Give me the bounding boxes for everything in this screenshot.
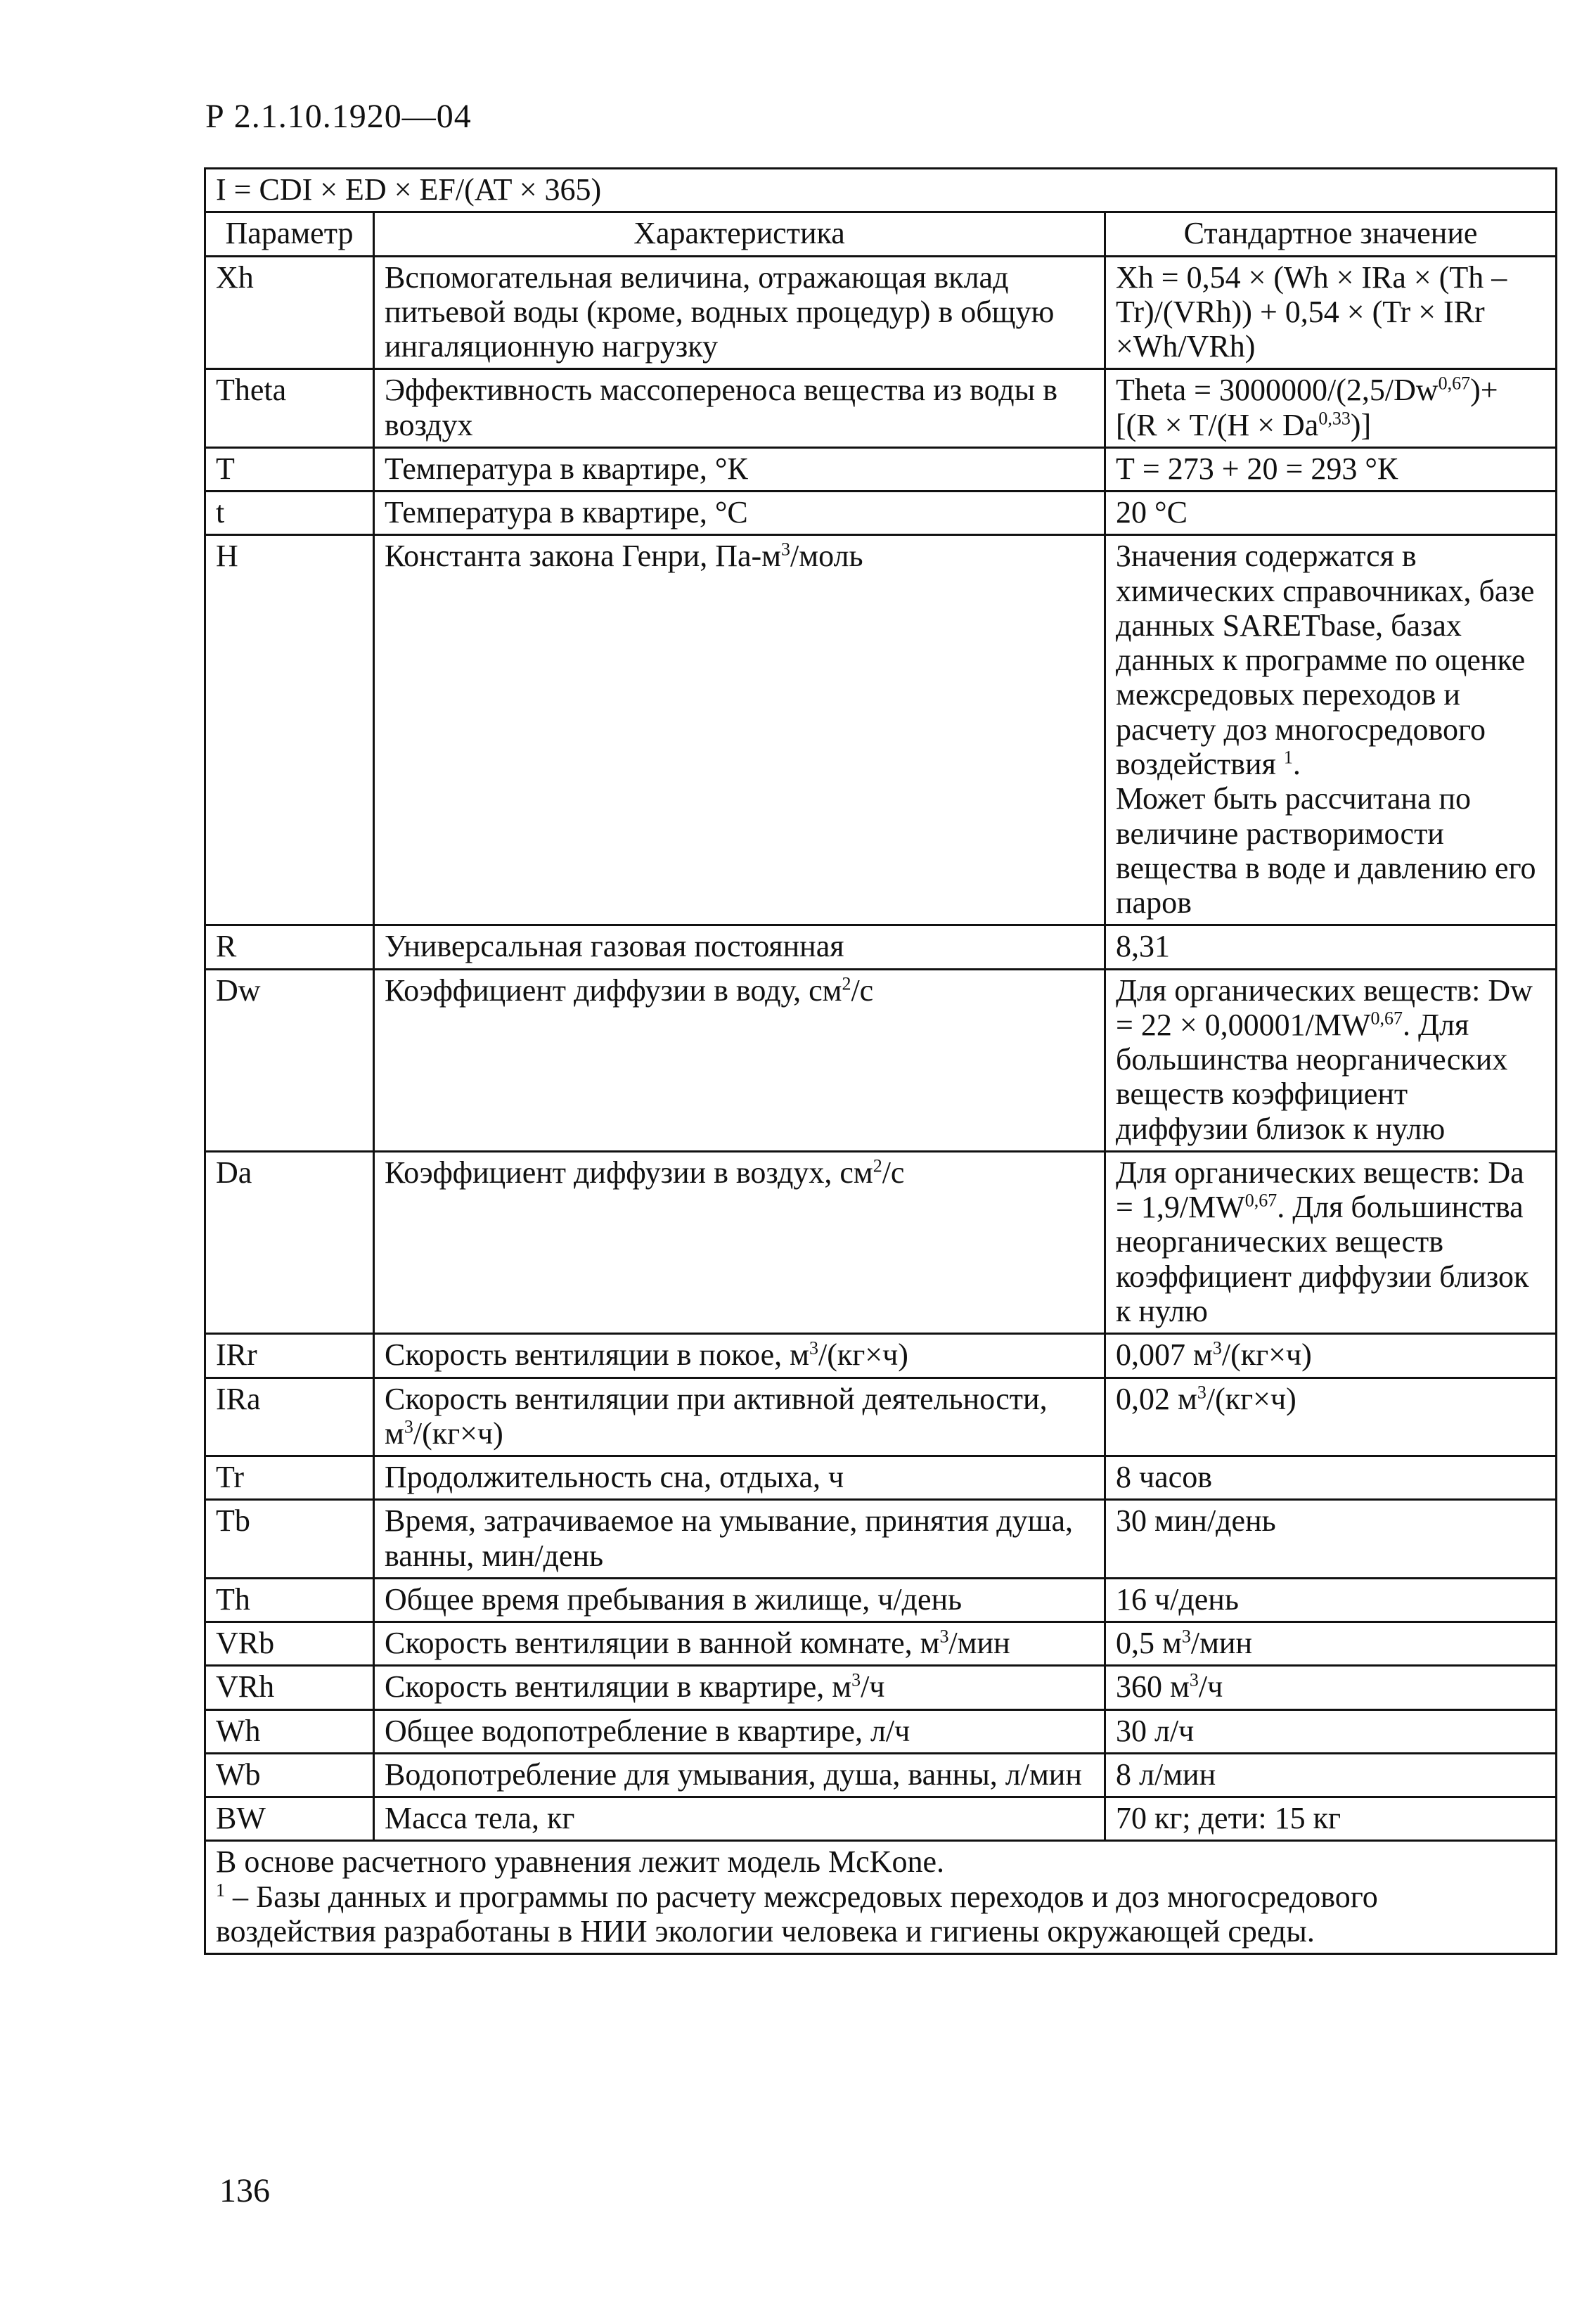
value-text: . Для большинства неорганических веществ коэффициент диффузии близок к нулю — [1116, 1007, 1508, 1146]
row-parameter: H — [205, 535, 374, 925]
row-value — [1105, 369, 1557, 448]
unit-exponent: 2 — [842, 972, 851, 994]
row-parameter: T — [205, 447, 374, 491]
row-parameter: Tr — [205, 1456, 374, 1500]
formula-header: I = CDI × ED × EF/(AT × 365) — [205, 169, 1557, 212]
row-description — [374, 1151, 1105, 1333]
value-text: )+ [(R × T/(H × Da — [1116, 373, 1498, 442]
parameter-table — [204, 167, 1557, 1955]
value-text: Theta = 3000000/(2,5/Dw — [1116, 373, 1439, 408]
unit-exponent: 3 — [851, 1669, 861, 1690]
value-exponent: 0,67 — [1438, 373, 1471, 394]
row-parameter: Wb — [205, 1753, 374, 1797]
description-text: /(кг×ч) — [413, 1415, 503, 1451]
unit-exponent: 3 — [939, 1626, 949, 1647]
row-parameter: VRb — [205, 1622, 374, 1666]
row-description — [374, 969, 1105, 1151]
row-parameter: IRa — [205, 1378, 374, 1456]
row-parameter: R — [205, 925, 374, 969]
unit-exponent: 2 — [873, 1155, 882, 1176]
footnote-reference: 1 — [1283, 747, 1293, 768]
row-description: Общее водопотребление в квартире, л/ч — [374, 1709, 1105, 1753]
row-value: Т = 273 + 20 = 293 °К — [1105, 447, 1557, 491]
row-value — [1105, 1334, 1557, 1378]
description-text: /моль — [790, 539, 863, 574]
row-description: Водопотребление для умывания, душа, ванны, л/мин — [374, 1753, 1105, 1797]
row-parameter: Theta — [205, 369, 374, 448]
value-text: /ч — [1198, 1669, 1223, 1705]
description-text: Скорость вентиляции в покое, м — [385, 1337, 809, 1373]
row-value: 8 л/мин — [1105, 1753, 1557, 1797]
unit-exponent: 3 — [809, 1337, 818, 1359]
unit-exponent: 3 — [781, 539, 791, 560]
value-text: 0,5 м — [1116, 1626, 1182, 1661]
unit-exponent: 3 — [1212, 1337, 1222, 1359]
row-description: Масса тела, кг — [374, 1797, 1105, 1841]
row-description: Продолжительность сна, отдыха, ч — [374, 1456, 1105, 1500]
row-value: 8 часов — [1105, 1456, 1557, 1500]
document-code: Р 2.1.10.1920—04 — [205, 98, 472, 135]
value-text: )] — [1350, 407, 1372, 442]
value-text: 0,02 м — [1116, 1381, 1197, 1416]
row-value: 8,31 — [1105, 925, 1557, 969]
row-description — [374, 1666, 1105, 1709]
row-value — [1105, 535, 1557, 925]
value-text: Может быть рассчитана по величине растворимости вещества в воде и давлению его паров — [1116, 781, 1536, 920]
table-row — [205, 925, 1557, 969]
row-parameter: Da — [205, 1151, 374, 1333]
row-description: Эффективность массопереноса вещества из воды в воздух — [374, 369, 1105, 448]
row-value — [1105, 969, 1557, 1151]
row-parameter: IRr — [205, 1334, 374, 1378]
description-text: /с — [882, 1155, 905, 1190]
row-description: Температура в квартире, °К — [374, 447, 1105, 491]
description-text: /мин — [948, 1626, 1010, 1661]
unit-exponent: 3 — [1181, 1626, 1191, 1647]
row-description: Универсальная газовая постоянная — [374, 925, 1105, 969]
table-row — [205, 969, 1557, 1151]
description-text: /(кг×ч) — [818, 1337, 908, 1373]
column-header-standard-value: Стандартное значение — [1105, 212, 1557, 256]
table-row — [205, 492, 1557, 535]
table-row — [205, 1334, 1557, 1378]
footnote — [216, 1880, 1545, 1949]
value-text: Для органических веществ: Dw = 22 × 0,00001/MW — [1116, 972, 1533, 1042]
description-text: Скорость вентиляции в квартире, м — [385, 1669, 852, 1705]
row-value — [1105, 1666, 1557, 1709]
row-value: 70 кг; дети: 15 кг — [1105, 1797, 1557, 1841]
row-parameter: Tb — [205, 1500, 374, 1579]
row-value: Xh = 0,54 × (Wh × IRa × (Th – Tr)/(VRh)) + 0,54 × (Tr × IRr ×Wh/VRh) — [1105, 256, 1557, 369]
table-row — [205, 256, 1557, 369]
value-text: Значения содержатся в химических справочниках, базе данных SARETbase, базах данных к программе по оценке межсредовых переходов и расчету доз многосредового воздействия — [1116, 539, 1535, 781]
table-row — [205, 1456, 1557, 1500]
description-text: Коэффициент диффузии в воздух, см — [385, 1155, 873, 1190]
row-description — [374, 1622, 1105, 1666]
column-header-description: Характеристика — [374, 212, 1105, 256]
description-text: Скорость вентиляции при активной деятельности, м — [385, 1381, 1048, 1451]
row-parameter: Dw — [205, 969, 374, 1151]
table-row — [205, 535, 1557, 925]
row-description — [374, 1378, 1105, 1456]
table-row — [205, 1151, 1557, 1333]
value-exponent: 0,33 — [1318, 407, 1351, 428]
value-exponent: 0,67 — [1370, 1008, 1403, 1029]
column-header-parameter: Параметр — [205, 212, 374, 256]
row-description: Температура в квартире, °С — [374, 492, 1105, 535]
value-text: . Для большинства неорганических веществ коэффициент диффузии близок к нулю — [1116, 1190, 1529, 1328]
description-text: Коэффициент диффузии в воду, см — [385, 972, 842, 1008]
table-row — [205, 1666, 1557, 1709]
row-description: Общее время пребывания в жилище, ч/день — [374, 1578, 1105, 1622]
row-value — [1105, 1622, 1557, 1666]
page-number: 136 — [219, 2172, 270, 2209]
value-text: 0,007 м — [1116, 1337, 1213, 1373]
value-text: 360 м — [1116, 1669, 1190, 1705]
unit-exponent: 3 — [1189, 1669, 1199, 1690]
value-exponent: 0,67 — [1244, 1190, 1278, 1211]
description-text: Константа закона Генри, Па-м — [385, 539, 782, 574]
value-text: Для органических веществ: Da = 1,9/MW — [1116, 1155, 1524, 1225]
row-parameter: Wh — [205, 1709, 374, 1753]
footnote-text: – Базы данных и программы по расчету межсредовых переходов и доз многосредового воздействия разработаны в НИИ экологии человека и гигиены окружающей среды. — [216, 1879, 1378, 1949]
row-parameter: Th — [205, 1578, 374, 1622]
table-row — [205, 1622, 1557, 1666]
row-parameter: Xh — [205, 256, 374, 369]
row-parameter: t — [205, 492, 374, 535]
description-text: /с — [851, 972, 874, 1008]
table-row — [205, 1578, 1557, 1622]
table-footer-notes — [205, 1841, 1557, 1954]
row-value — [1105, 1151, 1557, 1333]
value-text: /(кг×ч) — [1221, 1337, 1312, 1373]
column-headers — [205, 212, 1557, 256]
row-value — [1105, 1378, 1557, 1456]
row-description — [374, 535, 1105, 925]
model-note: В основе расчетного уравнения лежит модель McKone. — [216, 1844, 944, 1880]
table-row — [205, 447, 1557, 491]
table-row — [205, 1378, 1557, 1456]
table-row — [205, 1709, 1557, 1753]
value-text: /мин — [1190, 1626, 1253, 1661]
table-row — [205, 1753, 1557, 1797]
description-text: Скорость вентиляции в ванной комнате, м — [385, 1626, 940, 1661]
table-row — [205, 1500, 1557, 1579]
row-value: 20 °С — [1105, 492, 1557, 535]
value-text: . — [1292, 746, 1301, 781]
row-parameter: BW — [205, 1797, 374, 1841]
value-text: /(кг×ч) — [1206, 1381, 1296, 1416]
row-value: 30 мин/день — [1105, 1500, 1557, 1579]
row-parameter: VRh — [205, 1666, 374, 1709]
table-row — [205, 369, 1557, 448]
row-value: 16 ч/день — [1105, 1578, 1557, 1622]
unit-exponent: 3 — [1197, 1381, 1206, 1402]
unit-exponent: 3 — [404, 1416, 413, 1437]
row-description: Вспомогательная величина, отражающая вклад питьевой воды (кроме, водных процедур) в общую ингаляционную нагрузку — [374, 256, 1105, 369]
footnote-marker: 1 — [216, 1880, 225, 1901]
description-text: /ч — [861, 1669, 885, 1705]
table-row — [205, 1797, 1557, 1841]
row-description: Время, затрачиваемое на умывание, принятия душа, ванны, мин/день — [374, 1500, 1105, 1579]
row-value: 30 л/ч — [1105, 1709, 1557, 1753]
row-description — [374, 1334, 1105, 1378]
